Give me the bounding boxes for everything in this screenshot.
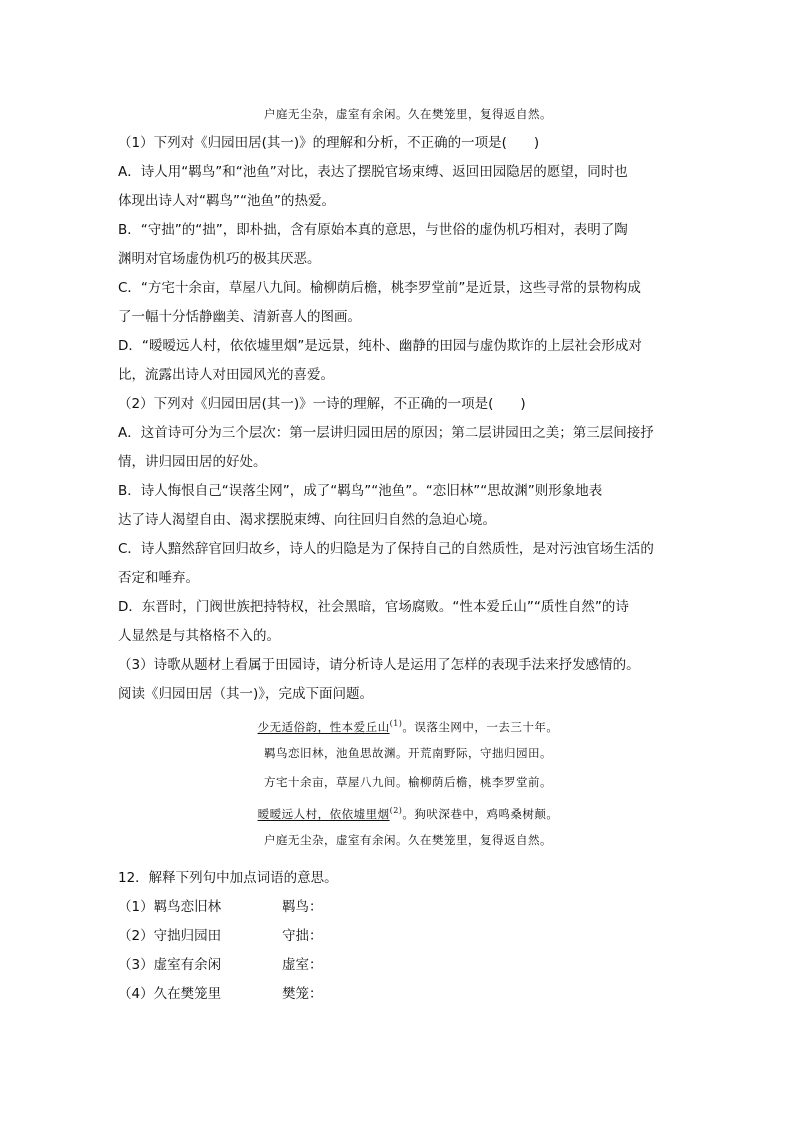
q1-option-b-cont: 渊明对官场虚伪机巧的极其厌恶。 — [118, 251, 321, 267]
poem-line-2: 羁鸟恋旧林，池鱼思故渊。开荒南野际，守拙归园田。 — [264, 746, 552, 760]
q12-item-2-phrase: （2）守拙归园田 — [118, 928, 222, 944]
q1-option-b: B．“守拙”的“拙”，即朴拙，含有原始本真的意思，与世俗的虚伪机巧相对，表明了陶 — [118, 222, 628, 238]
q12-item-4-term: 樊笼： — [282, 986, 323, 1002]
poem-line-1-rest: 。误落尘网中，一去三十年。 — [402, 719, 559, 734]
q12-item-4-phrase: （4）久在樊笼里 — [118, 986, 222, 1002]
q2-option-a: A．这首诗可分为三个层次：第一层讲归园田居的原因；第二层讲园田之美；第三层间接抒 — [118, 425, 654, 441]
q2-option-d: D．东晋时，门阀世族把持特权，社会黑暗，官场腐败。“性本爱丘山”“质性自然”的诗 — [118, 599, 629, 615]
q1-option-a: A．诗人用“羁鸟”和“池鱼”对比，表达了摆脱官场束缚、返回田园隐居的愿望，同时也 — [118, 164, 628, 180]
q1-option-c: C．“方宅十余亩，草屋八九间。榆柳荫后檐，桃李罗堂前”是近景，这些寻常的景物构成 — [118, 280, 641, 296]
poem-line-5: 户庭无尘杂，虚室有余闲。久在樊笼里，复得返自然。 — [264, 833, 552, 847]
q2-option-c: C．诗人黯然辞官回归故乡，诗人的归隐是为了保持自己的自然质性，是对污浊官场生活的 — [118, 541, 654, 557]
q12-item-1-term: 羁鸟： — [282, 899, 323, 915]
q1-option-d: D．“暧暧远人村，依依墟里烟”是远景，纯朴、幽静的田园与虚伪欺诈的上层社会形成对 — [118, 338, 642, 354]
poem-line-4-underlined: 暧暧远人村，依依墟里烟 — [257, 806, 390, 821]
q12-item-3-phrase: （3）虚室有余闲 — [118, 957, 222, 973]
q3-stem: （3）诗歌从题材上看属于田园诗，请分析诗人是运用了怎样的表现手法来抒发感情的。 — [118, 657, 640, 673]
q12-item-2-term: 守拙： — [282, 928, 323, 944]
q1-stem: （1）下列对《归园田居(其一)》的理解和分析，不正确的一项是( ) — [118, 135, 540, 151]
q2-stem: （2）下列对《归园田居(其一)》一诗的理解，不正确的一项是( ) — [118, 396, 526, 412]
q2-option-c-cont: 否定和唾弃。 — [118, 570, 199, 586]
reading-intro: 阅读《归园田居（其一)》，完成下面问题。 — [118, 686, 374, 702]
poem-line-1 — [118, 714, 698, 737]
poem-line-top: 户庭无尘杂，虚室有余闲。久在樊笼里，复得返自然。 — [264, 107, 552, 121]
poem-line-3: 方宅十余亩，草屋八九间。榆柳荫后檐，桃李罗堂前。 — [264, 775, 552, 789]
q1-option-a-cont: 体现出诗人对“羁鸟”“池鱼”的热爱。 — [118, 193, 335, 209]
poem-line-4-rest: 。狗吠深巷中，鸡鸣桑树颠。 — [402, 806, 559, 821]
q12-item-3-term: 虚室： — [282, 957, 323, 973]
poem-line-4 — [118, 801, 698, 824]
footnote-marker-1: (1) — [389, 719, 403, 728]
q12-stem: 12．解释下列句中加点词语的意思。 — [118, 870, 338, 886]
footnote-marker-2: (2) — [389, 806, 403, 815]
poem-line-1-underlined: 少无适俗韵，性本爱丘山 — [257, 719, 390, 734]
q2-option-b: B．诗人悔恨自己“误落尘网”，成了“羁鸟”“池鱼”。“恋旧林”“思故渊”则形象地表 — [118, 483, 603, 499]
q1-option-d-cont: 比，流露出诗人对田园风光的喜爱。 — [118, 367, 334, 383]
q2-option-d-cont: 人显然是与其格格不入的。 — [118, 628, 280, 644]
q12-item-1-phrase: （1）羁鸟恋旧林 — [118, 899, 222, 915]
q2-option-b-cont: 达了诗人渴望自由、渴求摆脱束缚、向往回归自然的急迫心境。 — [118, 512, 496, 528]
q1-option-c-cont: 了一幅十分恬静幽美、清新喜人的图画。 — [118, 309, 361, 325]
q2-option-a-cont: 情，讲归园田居的好处。 — [118, 454, 267, 470]
